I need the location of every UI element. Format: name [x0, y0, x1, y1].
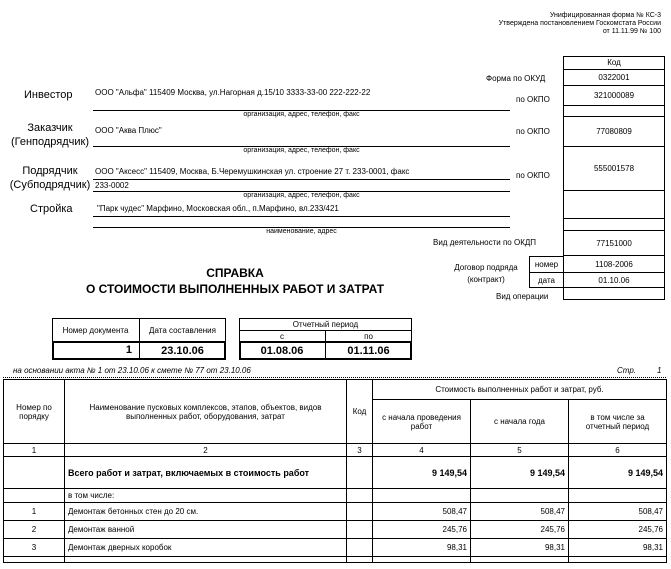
contractor-label-line1: Подрядчик: [22, 165, 78, 177]
including-label: в том числе:: [65, 489, 347, 503]
title-line2: О СТОИМОСТИ ВЫПОЛНЕННЫХ РАБОТ И ЗАТРАТ: [85, 282, 385, 296]
row-value-3: 245,76: [569, 521, 667, 539]
contract-number-label: номер: [529, 256, 564, 273]
period-to: 01.11.06: [347, 345, 390, 357]
okdp-label: Вид деятельности по ОКДП: [433, 238, 537, 247]
customer-label-line1: Заказчик: [27, 122, 73, 134]
header-cost: Стоимость выполненных работ и затрат, руб.: [373, 380, 667, 400]
row-value-2: 245,76: [471, 521, 569, 539]
basis-text: на основании акта № 1 от 23.10.06 к смете № 77 от 23.10.06: [13, 366, 251, 375]
form-header-line2: Утверждена постановлением Госкомстата России: [498, 20, 661, 27]
site-value: "Парк чудес" Марфино, Московская обл., п.Марфино, вл.233/421: [97, 204, 339, 213]
header-num: Номер по порядку: [4, 380, 65, 444]
contract-number-value: 1108-2006: [563, 256, 665, 273]
period-header: Отчетный период: [239, 319, 412, 331]
row-value-3: 508,47: [569, 503, 667, 521]
contract-date-value: 01.10.06: [563, 273, 665, 288]
row-number: 3: [4, 539, 65, 557]
row-number: 2: [4, 521, 65, 539]
customer-label-line2: (Генподрядчик): [10, 136, 90, 148]
row-value-1: 508,47: [373, 503, 471, 521]
customer-label: [6, 121, 94, 149]
contract-label-line2: (контракт): [467, 275, 505, 284]
customer-okpo-value: 77080809: [563, 117, 665, 147]
codes-title: Код: [563, 56, 665, 70]
row-value-1: 98,31: [373, 539, 471, 557]
contractor-caption: организация, адрес, телефон, факс: [243, 192, 360, 199]
header-cost-total: с начала проведения работ: [373, 400, 471, 444]
page-label: Стр.: [617, 366, 637, 375]
contractor-okpo-value: 555001578: [563, 147, 665, 191]
contractor-label-line2: (Субподрядчик): [9, 179, 91, 191]
row-name: Демонтаж ванной: [65, 521, 347, 539]
customer-value: ООО "Аква Плюс": [95, 126, 162, 135]
row-value-1: 245,76: [373, 521, 471, 539]
total-value-2: 9 149,54: [471, 457, 569, 489]
table-row: [4, 521, 667, 539]
form-header: [499, 12, 661, 36]
contractor-value-line1: ООО "Аксесс" 115409, Москва, Б.Черемушкинская ул. строение 27 т. 233-0001, факс: [95, 167, 410, 176]
header-name: Наименование пусковых комплексов, этапов, объектов, видов выполненных работ, оборудования, затрат: [65, 380, 347, 444]
total-label: Всего работ и затрат, включаемых в стоимость работ: [65, 457, 347, 489]
okdp-value: 77151000: [563, 230, 665, 256]
col-number-2: 2: [65, 444, 347, 457]
title-line1: СПРАВКА: [206, 266, 264, 280]
form-header-line1: Унифицированная форма № КС-3: [549, 12, 661, 19]
total-value-3: 9 149,54: [569, 457, 667, 489]
page-title: [30, 265, 440, 297]
okud-label: Форма по ОКУД: [486, 74, 546, 83]
investor-caption: организация, адрес, телефон, факс: [243, 111, 360, 118]
works-table: [3, 379, 667, 563]
doc-date-header: Дата составления: [149, 325, 216, 335]
contractor-okpo-label: по ОКПО: [516, 171, 550, 180]
table-row: [4, 539, 667, 557]
row-name: Демонтаж дверных коробок: [65, 539, 347, 557]
row-number: 1: [4, 503, 65, 521]
header-cost-period: в том числе за отчетный период: [569, 400, 667, 444]
doc-number-header: Номер документа: [62, 325, 129, 335]
okud-value: 0322001: [563, 70, 665, 86]
contract-date-label: дата: [529, 272, 564, 288]
col-number-4: 4: [373, 444, 471, 457]
row-value-2: 508,47: [471, 503, 569, 521]
row-value-3: 98,31: [569, 539, 667, 557]
header-cost-year: с начала года: [471, 400, 569, 444]
table-row: [4, 503, 667, 521]
operation-label: Вид операции: [496, 292, 549, 301]
investor-okpo-value: 321000089: [563, 86, 665, 106]
site-label: Стройка: [30, 203, 73, 215]
contractor-label: [6, 164, 94, 192]
doc-number: 1: [125, 344, 132, 356]
site-caption: наименование, адрес: [266, 228, 337, 235]
col-number-3: 3: [347, 444, 373, 457]
investor-okpo-label: по ОКПО: [516, 95, 550, 104]
customer-caption: организация, адрес, телефон, факс: [243, 147, 360, 154]
contractor-value-line2: 233-0002: [95, 181, 129, 190]
col-number-6: 6: [569, 444, 667, 457]
form-header-line3: от 11.11.99 № 100: [602, 28, 661, 35]
row-value-2: 98,31: [471, 539, 569, 557]
page-number: 1: [657, 366, 662, 375]
period-from: 01.08.06: [260, 345, 304, 357]
row-name: Демонтаж бетонных стен до 20 см.: [65, 503, 347, 521]
customer-okpo-label: по ОКПО: [516, 127, 550, 136]
contract-label-line1: Договор подряда: [454, 263, 518, 272]
doc-date: 23.10.06: [161, 345, 204, 357]
contract-label: [441, 262, 531, 286]
col-number-5: 5: [471, 444, 569, 457]
investor-label: Инвестор: [24, 89, 73, 101]
total-value-1: 9 149,54: [373, 457, 471, 489]
period-from-label: с: [280, 331, 284, 341]
header-code: Код: [347, 380, 373, 444]
period-to-label: по: [364, 331, 373, 341]
col-number-1: 1: [4, 444, 65, 457]
investor-value: ООО "Альфа" 115409 Москва, ул.Нагорная д.15/10 3333-33-00 222-222-22: [95, 88, 371, 97]
